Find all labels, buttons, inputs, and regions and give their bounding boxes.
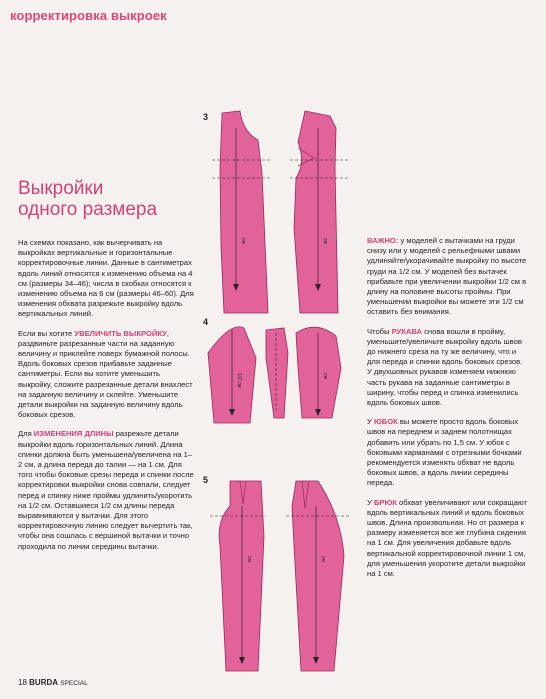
sleeve-cm-label: см bbox=[322, 373, 328, 379]
sleeve-piece-3 bbox=[296, 327, 341, 418]
back-bodice-piece bbox=[294, 111, 338, 313]
diagram-number-5: 5 bbox=[203, 475, 209, 485]
sleeve-half-cm-label: 1/2 см bbox=[236, 373, 242, 388]
sleeve-diagram bbox=[206, 318, 356, 428]
trousers-back-piece bbox=[292, 481, 344, 671]
sleeves-paragraph: Чтобы РУКАВА снова вошли в пройму, уменьшите/увеличьте выкройку вдоль швов до нижнего среза на ту же величину, что и для переда и спинки вдоль боковых срезов. У двухшовных рукавов изменяем нижнюю часть рукава на заданные сантиметры в ширину, чтобы перед и спинка изменились вдоль боковых швов. bbox=[367, 326, 523, 408]
skirts-paragraph: У ЮБОК вы можете просто вдоль боковых швов на переднем и заднем полотнищах добавить или убрать по 1,5 см. У юбок с боковыми карманами с отрезными бочками рекомендуется изменять обхват не вдоль боковых швов, а вдоль линии середины переда. bbox=[367, 417, 522, 488]
magazine-edition: SPECIAL bbox=[60, 680, 88, 687]
important-paragraph: ВАЖНО: у моделей с вытачками на груди снизу или у моделей с рельефными швами удлиняйте/укорачивайте выкройку по высоте груди на 1/2 см. У моделей без вытачек прибавьте при увеличении выкройки 1/2 см в длину на половине высоты проймы. При уменьшении выкройки вы можете эти 1/2 см оставить без внимания. bbox=[367, 236, 527, 317]
section-title bbox=[18, 178, 188, 220]
enlarge-paragraph: Если вы хотите УВЕЛИЧИТЬ ВЫКРОЙКУ, раздвиньте разрезанные части на заданную величину и приклейте поверх бумажной полосы. Вдоль боковых срезов прибавьте заданные сантиметры. Если вы хотите уменьшить выкройку, сложите разрезанные детали внахлест на заданную величину и склейте. Уменьшите детали выкройки на заданную величину вдоль боковых срезов. bbox=[18, 328, 193, 420]
diagram-number-4: 4 bbox=[203, 317, 209, 327]
bodice-diagram bbox=[210, 108, 360, 318]
trousers-back-cm-label: см bbox=[320, 556, 326, 562]
trousers-front-piece bbox=[219, 481, 264, 671]
back-cm-label: см bbox=[322, 238, 328, 244]
trousers-diagram bbox=[206, 476, 356, 676]
front-cm-label: см bbox=[240, 238, 246, 244]
trousers-front-cm-label: см bbox=[246, 556, 252, 562]
page-footer bbox=[18, 678, 88, 687]
diagram-number-3: 3 bbox=[203, 112, 209, 122]
page-number: 18 bbox=[18, 678, 27, 687]
front-bodice-piece bbox=[220, 111, 268, 313]
trousers-paragraph: У БРЮК обхват увеличивают или сокращают вдоль вертикальных линий и вдоль боковых швов. Длина произвольная. Но от размера к размеру изменяется все же глубина сидения на 1 см. Для увеличения добавьте вдоль вертикальной корректировочной линии 1 см, для уменьшения укоротите детали выкройки на 1 см. bbox=[367, 497, 528, 579]
intro-paragraph: На схемах показано, как вычерчивать на выкройках вертикальные и горизонтальные корректировочные линии. Данные в сантиметрах вдоль линий относятся к изменению объема на 4 см (размеры 34–46); числа в скобках относятся к изменению объема на 6 см (размеры 46–60). Для изменения обхвата разрежьте выкройку вдоль вертикальных линий. bbox=[18, 238, 194, 319]
title-line-2: одного размера bbox=[18, 199, 158, 220]
magazine-brand: BURDA bbox=[29, 678, 59, 687]
right-column bbox=[367, 236, 529, 588]
section-header: корректировка выкроек bbox=[10, 8, 167, 23]
length-paragraph: Для ИЗМЕНЕНИЯ ДЛИНЫ разрежьте детали выкройки вдоль горизонтальных линий. Длина спинки должна быть уменьшена/увеличена на 1–2 см, а длина переда до талии — на 1 см. Для того чтобы боковые срезы переда и спинки после корректировки выкройки снова совпали, следует перед и спинку ниже проймы удлинить/укоротить на 1/2 см. Оставшиеся 1/2 см длины переда выравниваются у вытачки. Для этого корректировочную линию следует вычертить так, чтобы она сошлась с вершиной вытачки и точно проходила по линии середины вытачки. bbox=[18, 429, 194, 551]
sleeve-piece-2 bbox=[266, 328, 288, 418]
title-line-1: Выкройки bbox=[18, 178, 104, 199]
left-column bbox=[18, 238, 194, 561]
